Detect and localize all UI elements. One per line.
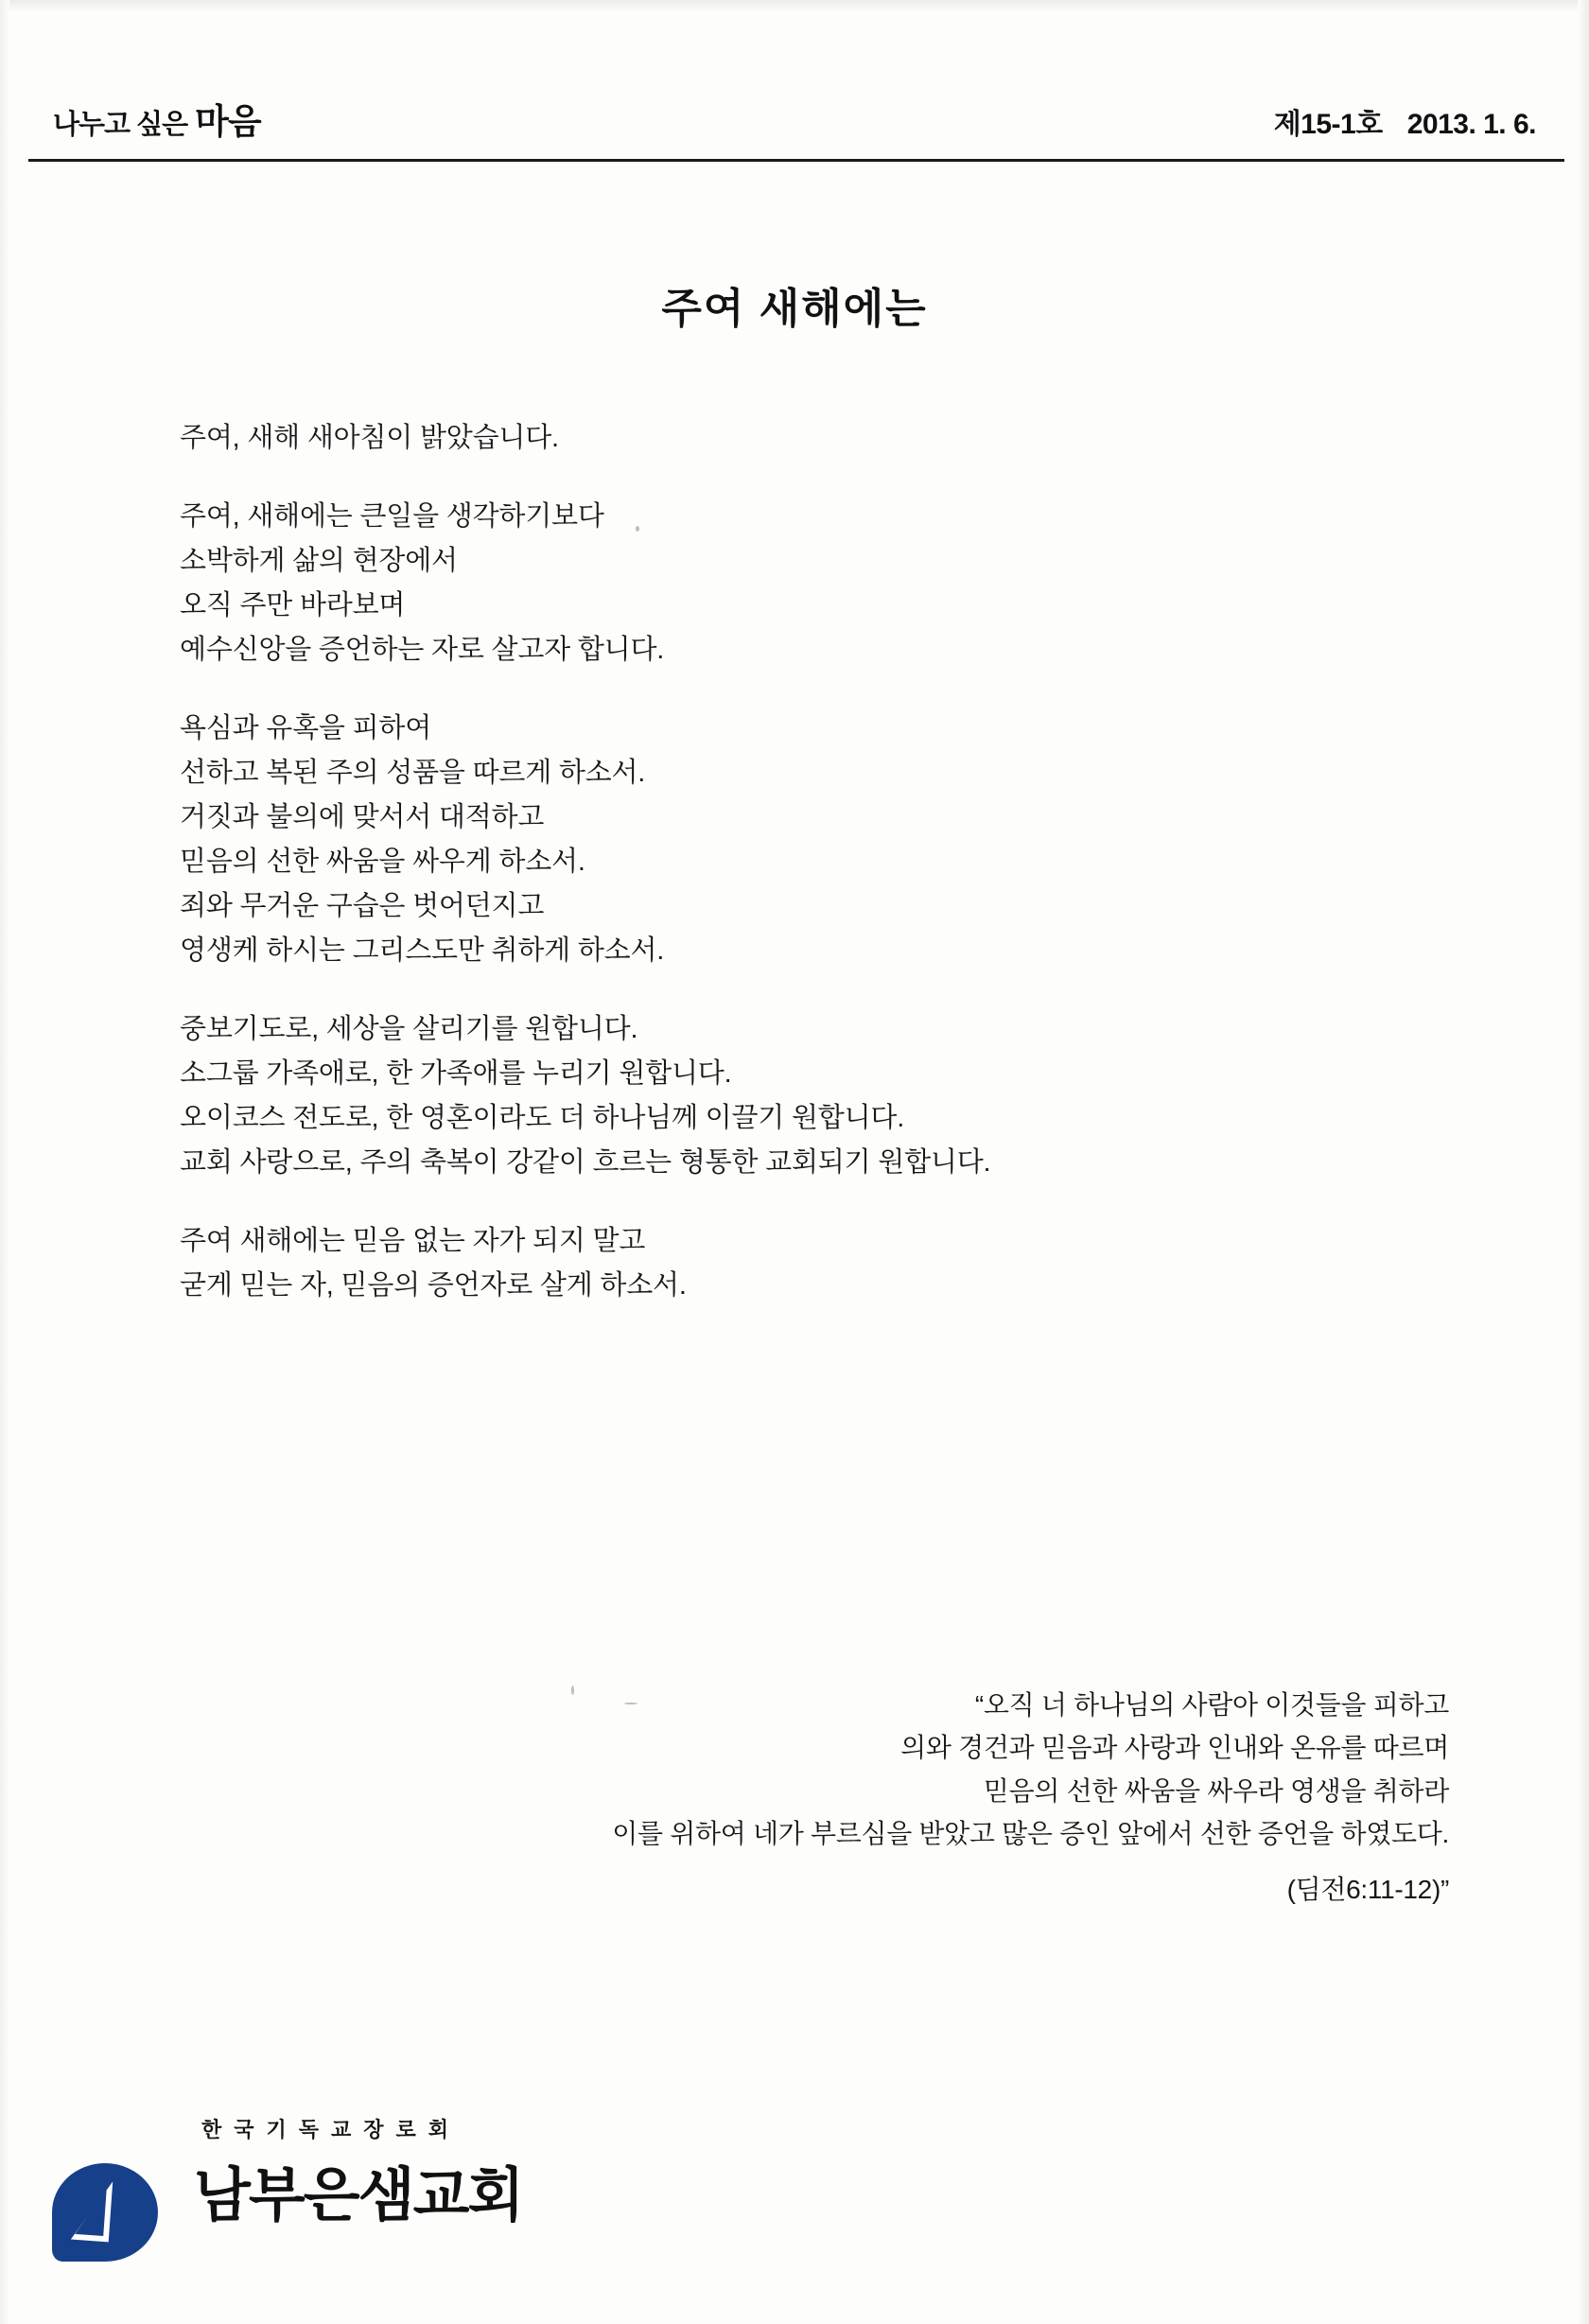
scan-speck	[636, 526, 639, 532]
masthead-title-small: 나누고 싶은	[53, 110, 188, 140]
poem-line: 믿음의 선한 싸움을 싸우게 하소서.	[180, 846, 585, 877]
poem-line: 오이코스 전도로, 한 영혼이라도 더 하나님께 이끌기 원합니다.	[180, 1102, 905, 1133]
poem-stanza	[180, 1219, 1476, 1308]
poem-line: 죄와 무거운 구습은 벗어던지고	[180, 890, 545, 921]
poem-line: 소그룹 가족애로, 한 가족애를 누리기 원합니다.	[180, 1057, 732, 1089]
poem-line: 주여, 새해에는 큰일을 생각하기보다	[180, 500, 604, 532]
denomination-name: 한국기독교장로회	[201, 2118, 462, 2141]
scan-edge-left	[0, 0, 9, 2324]
scripture-quote	[227, 1684, 1449, 1912]
masthead	[53, 83, 1536, 149]
poem-line: 교회 사랑으로, 주의 축복이 강같이 흐르는 형통한 교회되기 원합니다.	[180, 1146, 991, 1178]
scan-speck	[624, 1703, 637, 1704]
poem-line: 소박하게 삶의 현장에서	[180, 545, 458, 576]
poem-line: 거짓과 불의에 맞서서 대적하고	[180, 801, 545, 832]
issue-number: 제15-1호	[1273, 109, 1383, 140]
issue-date: 2013. 1. 6.	[1406, 109, 1536, 140]
scripture-line: 의와 경건과 믿음과 사랑과 인내와 온유를 따르며	[900, 1733, 1449, 1763]
scan-speck	[571, 1686, 574, 1695]
poem-line: 욕심과 유혹을 피하여	[180, 712, 432, 743]
header-divider	[28, 159, 1564, 162]
poem-line: 선하고 복된 주의 성품을 따르게 하소서.	[180, 757, 646, 788]
poem-line: 굳게 믿는 자, 믿음의 증언자로 살게 하소서.	[180, 1269, 687, 1301]
poem-line: 주여, 새해 새아침이 밝았습니다.	[180, 423, 559, 453]
church-emblem-icon	[52, 2163, 164, 2265]
masthead-title	[53, 93, 261, 144]
scripture-reference: (딤전6:11-12)”	[1286, 1875, 1449, 1905]
emblem-slash-dark	[75, 2187, 106, 2236]
scan-edge-top	[0, 0, 1589, 13]
scripture-line: 이를 위하여 네가 부르심을 받았고 많은 증인 앞에서 선한 증언을 하였도다.	[612, 1819, 1449, 1849]
poem-line: 중보기도로, 세상을 살리기를 원합니다.	[180, 1013, 638, 1044]
page-title: 주여 새해에는	[661, 286, 928, 332]
poem-line: 주여 새해에는 믿음 없는 자가 되지 말고	[180, 1225, 646, 1256]
poem-line: 오직 주만 바라보며	[180, 589, 406, 620]
poem-stanza	[180, 416, 1476, 461]
poem-body	[180, 416, 1476, 1341]
poem-line: 영생케 하시는 그리스도만 취하게 하소서.	[180, 935, 665, 966]
masthead-title-big: 마음	[195, 102, 261, 141]
masthead-issue-date	[1274, 100, 1536, 142]
church-name: 남부은샘교회	[194, 2163, 523, 2228]
poem-stanza	[180, 1007, 1476, 1185]
scripture-line: “오직 너 하나님의 사람아 이것들을 피하고	[974, 1690, 1449, 1720]
church-logo	[52, 2108, 638, 2269]
poem-line: 예수신앙을 증언하는 자로 살고자 합니다.	[180, 634, 665, 665]
scan-edge-right	[1578, 0, 1589, 2324]
poem-stanza	[180, 495, 1476, 673]
poem-stanza	[180, 707, 1476, 973]
scripture-line: 믿음의 선한 싸움을 싸우라 영생을 취하라	[983, 1775, 1449, 1806]
